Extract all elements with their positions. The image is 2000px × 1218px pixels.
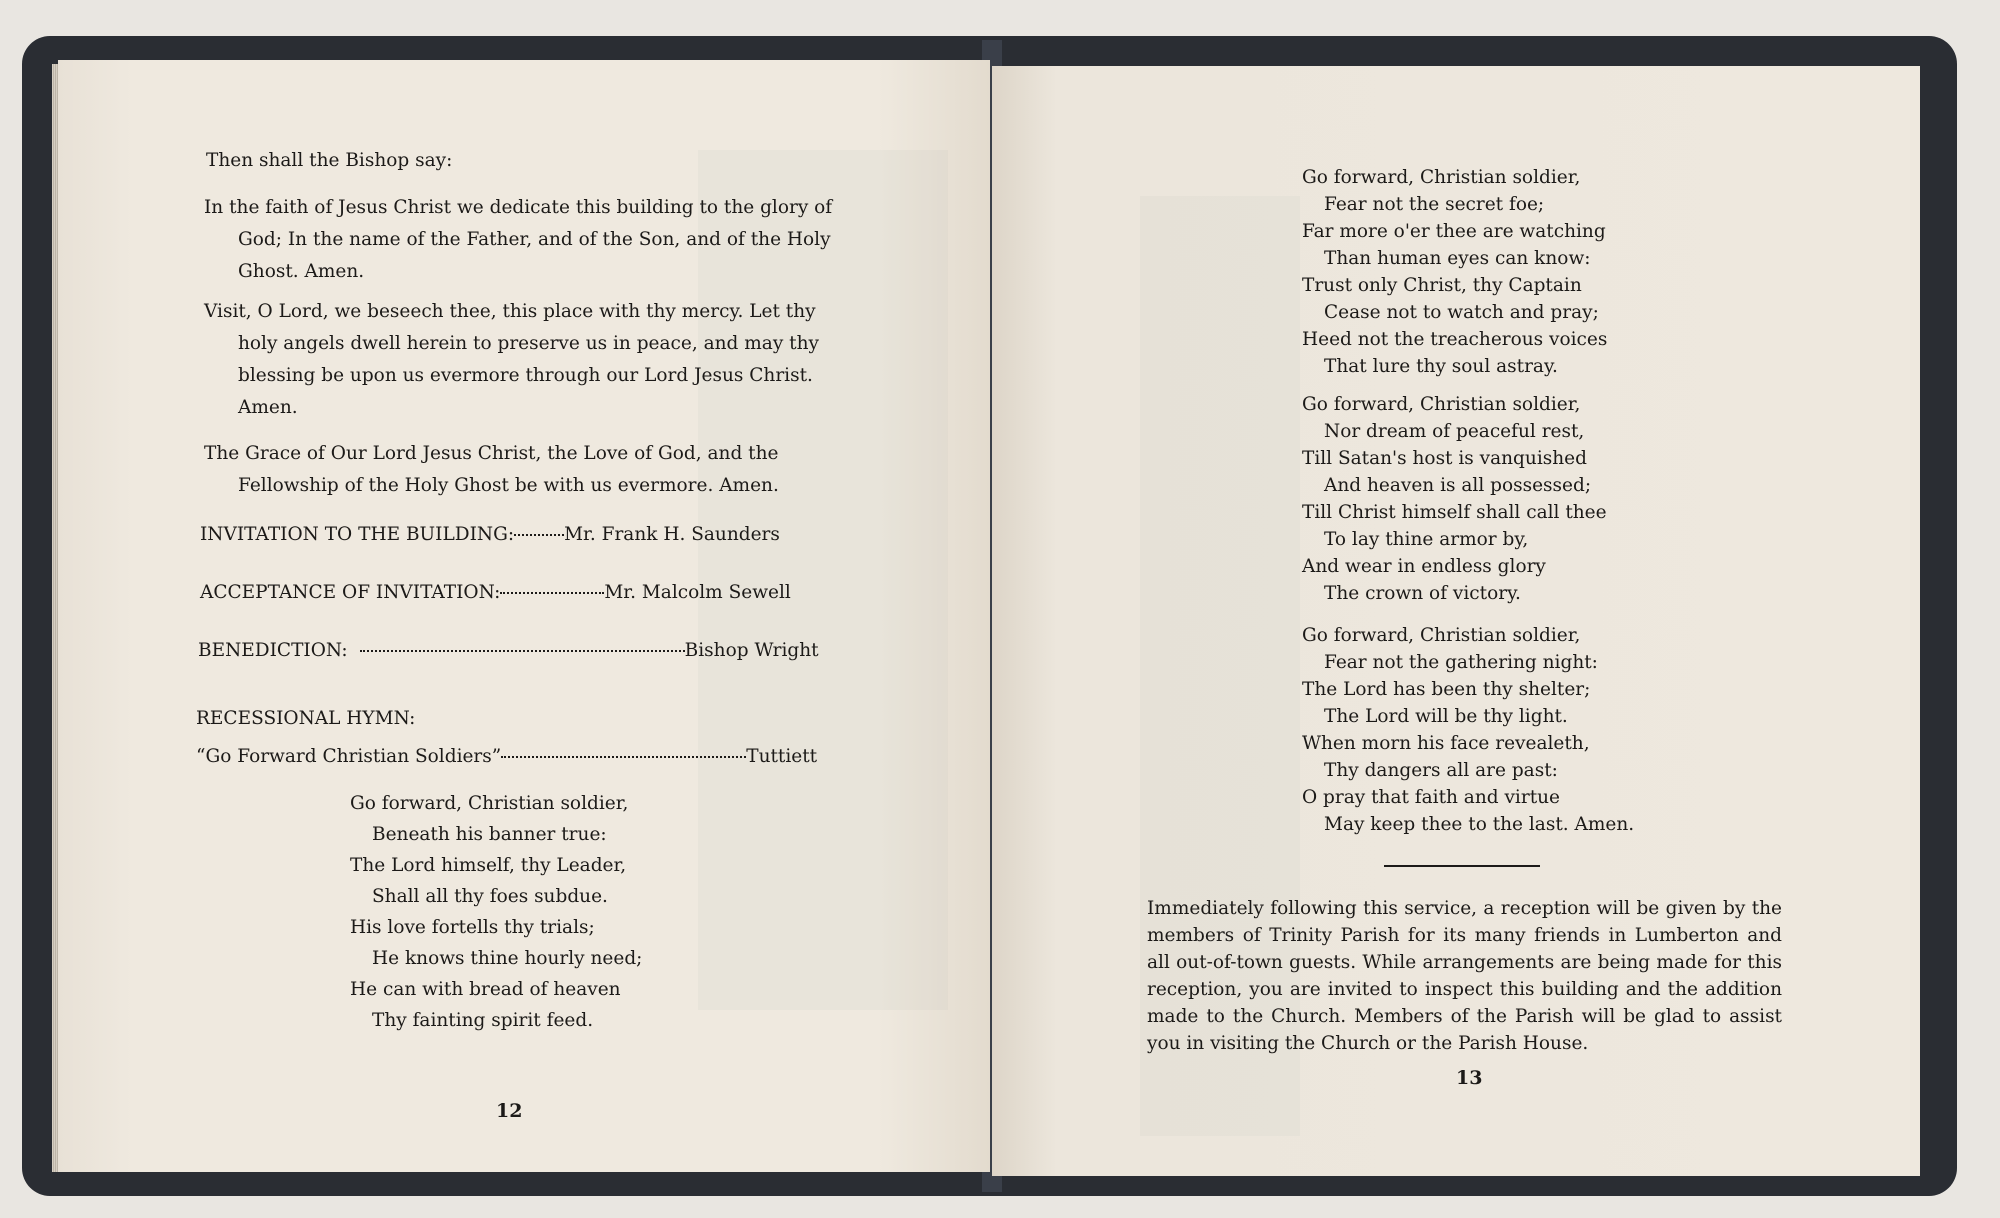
verse-line: Thy fainting spirit feed.	[372, 1010, 594, 1031]
hymn-title: “Go Forward Christian Soldiers”	[196, 746, 502, 767]
invitation-name: Mr. Frank H. Saunders	[564, 524, 780, 545]
verse-line: Thy dangers all are past:	[1324, 760, 1558, 781]
verse-line: Cease not to watch and pray;	[1324, 302, 1599, 323]
verse-line: Till Satan's host is vanquished	[1302, 448, 1587, 469]
grace-text: The Grace of Our Lord Jesus Christ, the Love of God, and the Fellowship of the Holy Ghost be with us evermore. Amen.	[204, 443, 779, 496]
dot-leader	[514, 534, 564, 536]
verse-line: Trust only Christ, thy Captain	[1302, 275, 1582, 296]
verse-line: Till Christ himself shall call thee	[1302, 502, 1607, 523]
verse-line: Go forward, Christian soldier,	[1302, 625, 1581, 646]
verse-line: The crown of victory.	[1324, 583, 1521, 604]
verse-line: The Lord will be thy light.	[1324, 706, 1568, 727]
verse-line: He can with bread of heaven	[350, 979, 621, 1000]
dot-leader	[501, 756, 746, 758]
benediction-line	[198, 638, 819, 665]
hymn-verse-2	[1302, 164, 1607, 380]
dedication-text: In the faith of Jesus Christ we dedicate this building to the glory of God; In the name of the Father, and of the Son, and of the Holy Ghost. Amen.	[204, 197, 833, 282]
verse-line: Fear not the gathering night:	[1324, 652, 1598, 673]
verse-line: Beneath his banner true:	[372, 824, 607, 845]
dot-leader	[500, 592, 604, 594]
hymn-verse-4	[1302, 622, 1634, 838]
verse-line: When morn his face revealeth,	[1302, 733, 1590, 754]
invitation-label: INVITATION TO THE BUILDING:	[200, 524, 515, 545]
acceptance-name: Mr. Malcolm Sewell	[604, 582, 791, 603]
visit-prayer-paragraph	[204, 296, 836, 424]
verse-line: Shall all thy foes subdue.	[372, 886, 608, 907]
reception-note: Immediately following this service, a reception will be given by the members of Trinity Parish for its many friends in Lumberton and all out-of-town guests. While arrangements are being made for this reception, you are invited to inspect this building and the addition made to the Church. Members of the Parish will be glad to assist you in visiting the Church or the Parish House.	[1147, 898, 1782, 1054]
section-divider	[1384, 865, 1540, 867]
grace-paragraph	[204, 438, 836, 502]
verse-line: Heed not the treacherous voices	[1302, 329, 1608, 350]
verse-line: Nor dream of peaceful rest,	[1324, 421, 1585, 442]
verse-line: And heaven is all possessed;	[1324, 475, 1592, 496]
hymn-verse-left	[350, 788, 642, 1036]
left-page	[58, 60, 990, 1172]
verse-line: Far more o'er thee are watching	[1302, 221, 1606, 242]
benediction-name: Bishop Wright	[684, 640, 819, 661]
verse-line: O pray that faith and virtue	[1302, 787, 1560, 808]
verse-line: Fear not the secret foe;	[1324, 194, 1545, 215]
dedication-paragraph	[204, 192, 836, 288]
recessional-heading: RECESSIONAL HYMN:	[196, 708, 416, 729]
verse-line: May keep thee to the last. Amen.	[1324, 814, 1635, 835]
invitation-line	[200, 522, 780, 549]
hymn-verse-3	[1302, 391, 1607, 607]
verse-line: And wear in endless glory	[1302, 556, 1546, 577]
bishop-intro: Then shall the Bishop say:	[206, 150, 453, 171]
verse-line: The Lord himself, thy Leader,	[350, 855, 627, 876]
verse-line: Than human eyes can know:	[1324, 248, 1591, 269]
hymn-title-line	[196, 744, 817, 771]
acceptance-label: ACCEPTANCE OF INVITATION:	[200, 582, 501, 603]
right-page	[992, 66, 1920, 1176]
verse-line: Go forward, Christian soldier,	[350, 793, 629, 814]
page-number-left: 12	[496, 1100, 523, 1122]
verse-line: To lay thine armor by,	[1324, 529, 1529, 550]
acceptance-line	[200, 580, 791, 607]
verse-line: He knows thine hourly need;	[372, 948, 643, 969]
benediction-label: BENEDICTION:	[198, 640, 348, 661]
verse-line: That lure thy soul astray.	[1324, 356, 1558, 377]
page-number-right: 13	[1456, 1067, 1483, 1089]
verse-line: His love fortells thy trials;	[350, 917, 595, 938]
dot-leader	[360, 650, 685, 652]
hymn-composer: Tuttiett	[746, 746, 818, 767]
verse-line: Go forward, Christian soldier,	[1302, 394, 1581, 415]
visit-prayer-text: Visit, O Lord, we beseech thee, this place with thy mercy. Let thy holy angels dwell herein to preserve us in peace, and may thy blessing be upon us evermore through our Lord Jesus Christ. Amen.	[204, 301, 819, 418]
verse-line: Go forward, Christian soldier,	[1302, 167, 1581, 188]
verse-line: The Lord has been thy shelter;	[1302, 679, 1591, 700]
